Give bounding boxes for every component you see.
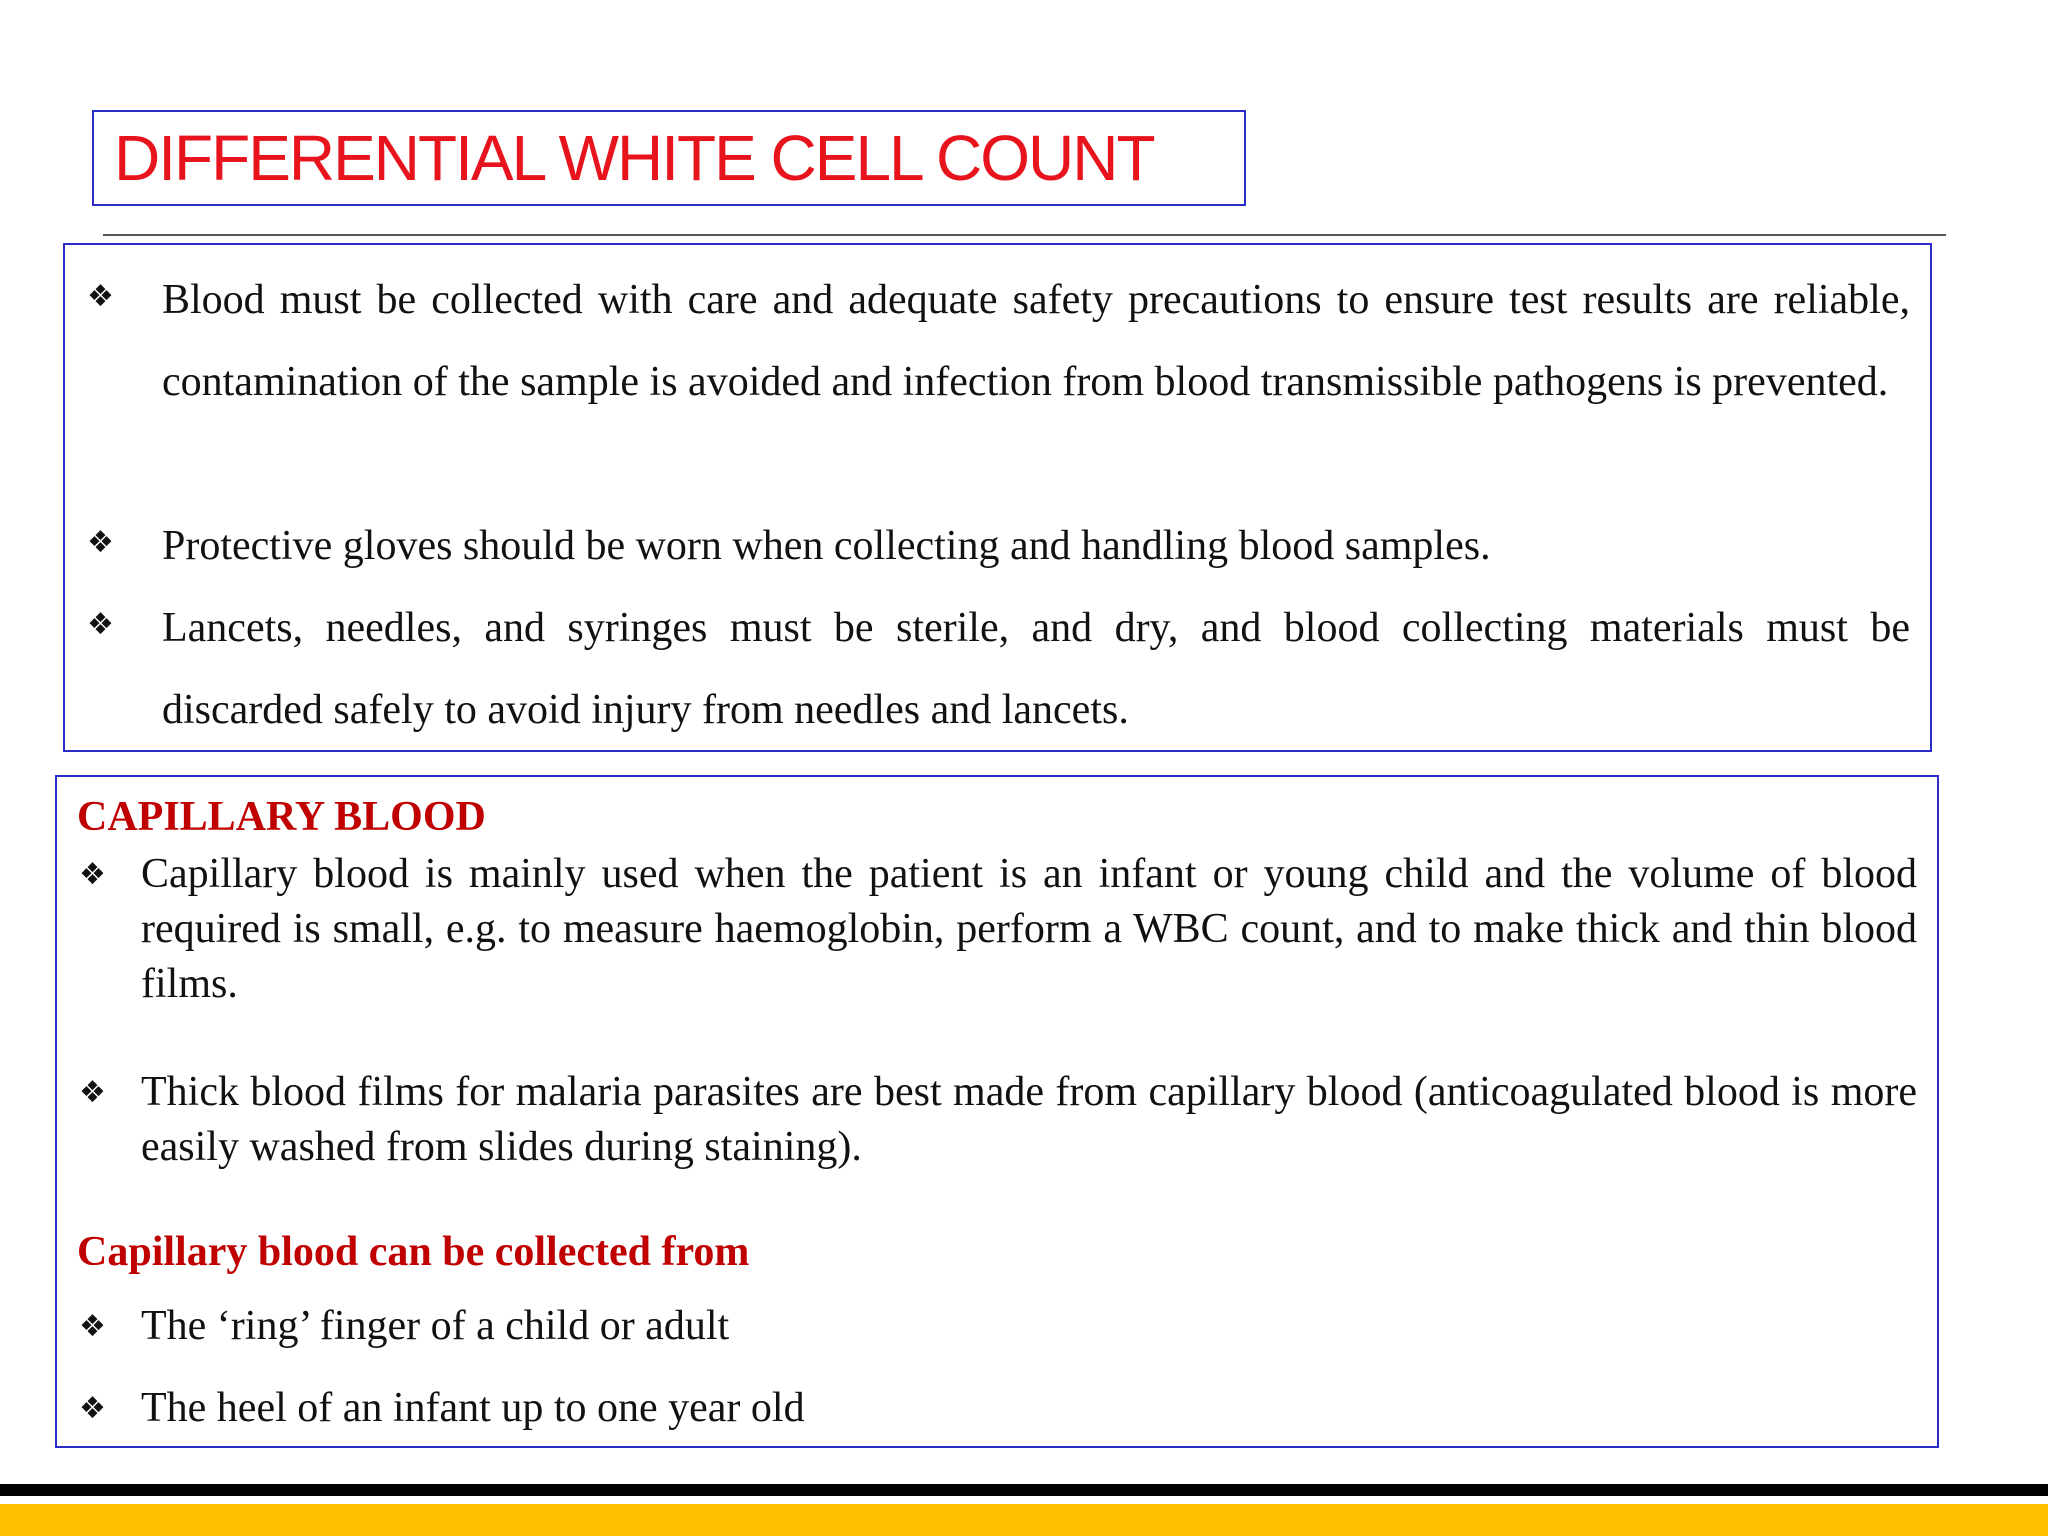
diamond-four-icon: ❖ (87, 607, 114, 642)
diamond-four-icon: ❖ (87, 525, 114, 560)
precaution-text: Lancets, needles, and syringes must be sterile, and dry, and blood collecting materials must be discarded safely to avoid injury from needles and lancets. (162, 605, 1910, 733)
capillary-text: Thick blood films for malaria parasites are best made from capillary blood (anticoagulated blood is more easily washed from slides during staining). (141, 1069, 1917, 1170)
site-text: The ‘ring’ finger of a child or adult (141, 1303, 730, 1349)
diamond-four-icon: ❖ (79, 1075, 106, 1110)
site-text: The heel of an infant up to one year old (141, 1385, 805, 1431)
slide-title: DIFFERENTIAL WHITE CELL COUNT (114, 122, 1154, 194)
sites-heading: Capillary blood can be collected from (77, 1229, 750, 1275)
title-box (92, 110, 1246, 206)
diamond-four-icon: ❖ (79, 1309, 106, 1344)
capillary-box (55, 775, 1939, 1448)
diamond-four-icon: ❖ (79, 857, 106, 892)
precaution-text: Protective gloves should be worn when collecting and handling blood samples. (162, 523, 1491, 569)
precautions-box (63, 243, 1932, 752)
footer-black-band (0, 1484, 2048, 1496)
precaution-text: Blood must be collected with care and adequate safety precautions to ensure test results are reliable, contamination of the sample is avoided and infection from blood transmissible pathogens is prevented. (162, 277, 1910, 405)
diamond-four-icon: ❖ (87, 279, 114, 314)
title-divider (103, 234, 1946, 236)
capillary-heading: CAPILLARY BLOOD (77, 794, 486, 840)
diamond-four-icon: ❖ (79, 1391, 106, 1426)
capillary-text: Capillary blood is mainly used when the patient is an infant or young child and the volume of blood required is small, e.g. to measure haemoglobin, perform a WBC count, and to make thick and thin blood films. (141, 851, 1917, 1007)
footer-yellow-band (0, 1504, 2048, 1536)
